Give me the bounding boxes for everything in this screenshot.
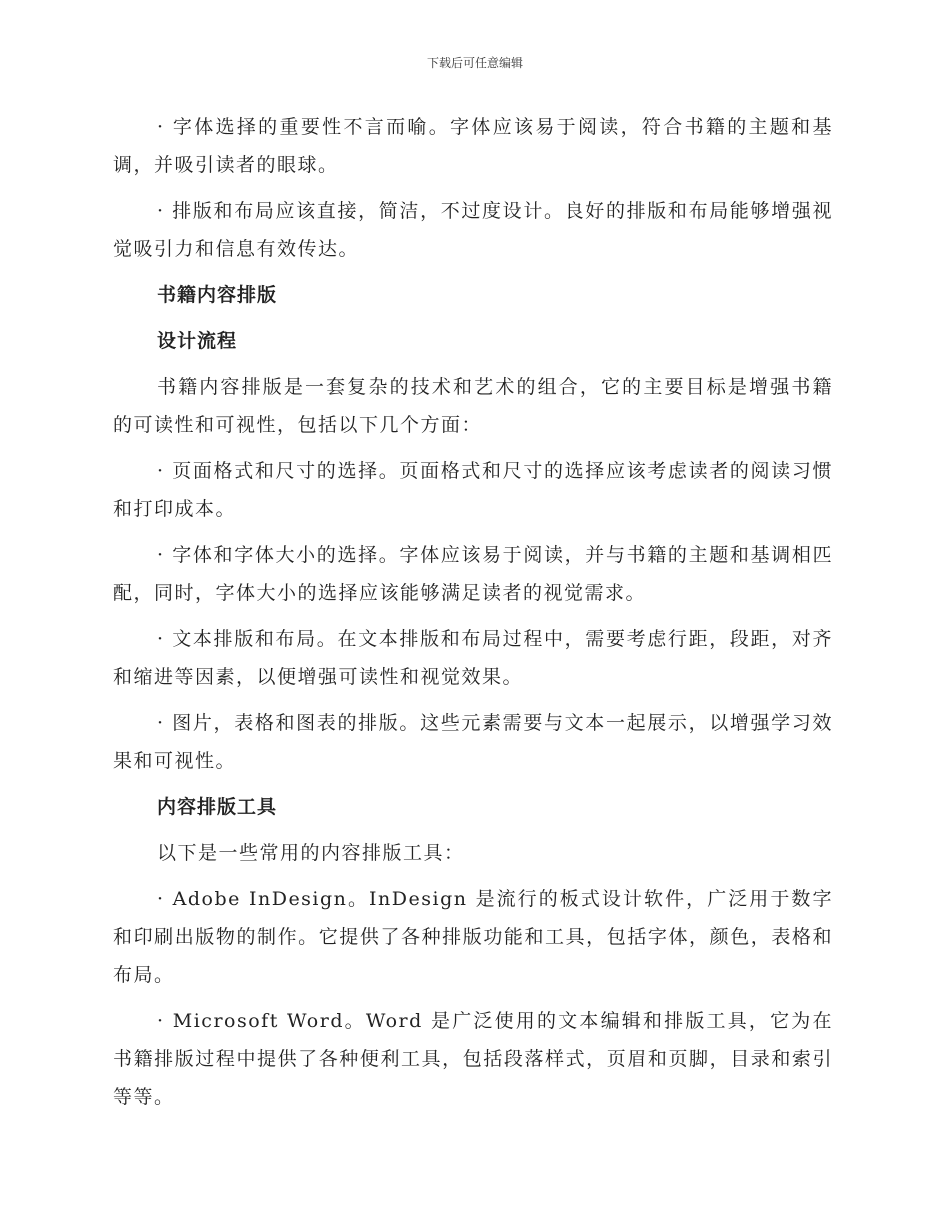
page-header: 下载后可任意编辑 <box>426 56 523 70</box>
paragraph-font-choice: · 字体选择的重要性不言而喻。字体应该易于阅读，符合书籍的主题和基调，并吸引读者的眼球。 <box>113 116 833 176</box>
paragraph-intro: 书籍内容排版是一套复杂的技术和艺术的组合，它的主要目标是增强书籍的可读性和可视性，包括以下几个方面： <box>113 376 833 436</box>
paragraph-indesign: · Adobe InDesign。InDesign 是流行的板式设计软件，广泛用于数字和印刷出版物的制作。它提供了各种排版功能和工具，包括字体，颜色，表格和布局。 <box>113 888 833 986</box>
document-body <box>113 108 833 1124</box>
subsection-heading-design-process: 设计流程 <box>157 330 238 352</box>
paragraph-font-size: · 字体和字体大小的选择。字体应该易于阅读，并与书籍的主题和基调相匹配，同时，字体大小的选择应该能够满足读者的视觉需求。 <box>113 544 833 604</box>
paragraph-layout-principle: · 排版和布局应该直接，简洁，不过度设计。良好的排版和布局能够增强视觉吸引力和信息有效传达。 <box>113 200 833 260</box>
paragraph-text-layout: · 文本排版和布局。在文本排版和布局过程中，需要考虑行距，段距，对齐和缩进等因素，以便增强可读性和视觉效果。 <box>113 628 833 688</box>
paragraph-tools-intro: 以下是一些常用的内容排版工具： <box>157 842 465 864</box>
paragraph-word: · Microsoft Word。Word 是广泛使用的文本编辑和排版工具，它为在书籍排版过程中提供了各种便利工具，包括段落样式，页眉和页脚，目录和索引等等。 <box>113 1010 833 1108</box>
subsection-heading-tools: 内容排版工具 <box>157 796 278 818</box>
section-heading-content-layout: 书籍内容排版 <box>157 284 278 306</box>
paragraph-images-tables: · 图片，表格和图表的排版。这些元素需要与文本一起展示，以增强学习效果和可视性。 <box>113 712 833 772</box>
paragraph-page-format: · 页面格式和尺寸的选择。页面格式和尺寸的选择应该考虑读者的阅读习惯和打印成本。 <box>113 460 833 520</box>
